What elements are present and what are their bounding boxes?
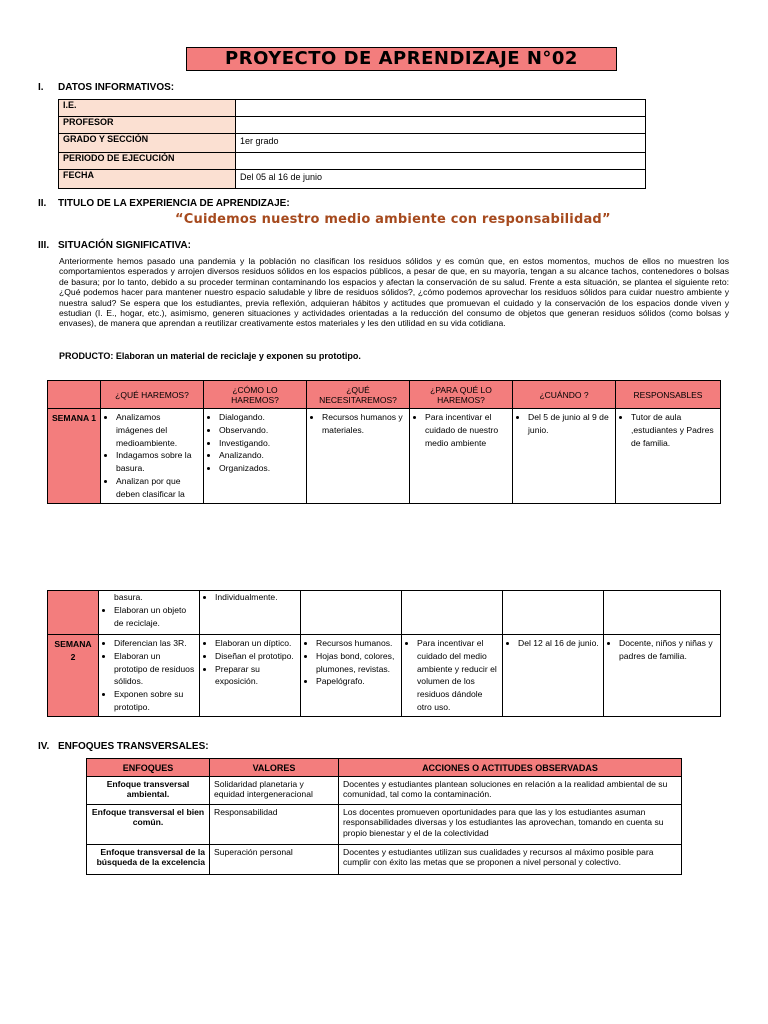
- list-item: • Recursos humanos.: [316, 637, 398, 650]
- valor-cell: Solidaridad planetaria y equidad intergeneracional: [210, 777, 339, 805]
- cell-como: [200, 591, 301, 635]
- plan-header-row: [48, 381, 721, 409]
- list-item: • Analizan por que deben clasificar la: [116, 475, 200, 501]
- plan-table-continued: [47, 590, 721, 717]
- experience-title: “Cuidemos nuestro medio ambiente con responsabilidad”: [175, 212, 611, 227]
- plan-header-para-que: ¿PARA QUÉ LO HAREMOS?: [410, 381, 513, 409]
- list-item: • Del 12 al 16 de junio.: [518, 637, 600, 650]
- info-label: FECHA: [59, 170, 236, 189]
- list-item: • Docente, niños y niñas y padres de familia.: [619, 637, 717, 663]
- plan-header-responsables: RESPONSABLES: [616, 381, 721, 409]
- product-statement: PRODUCTO: Elaboran un material de reciclaje y exponen su prototipo.: [59, 351, 361, 361]
- list-item: • Elaboran un objeto de reciclaje.: [114, 604, 196, 630]
- list-item: • Exponen sobre su prototipo.: [114, 688, 196, 714]
- cell-responsables: [604, 635, 721, 717]
- cell-responsables: [604, 591, 721, 635]
- section-number: I.: [38, 82, 44, 93]
- acciones-cell: Docentes y estudiantes plantean soluciones en relación a la realidad ambiental de su comunidad, tal como la contaminación.: [339, 777, 682, 805]
- plan-row-week1: [48, 409, 721, 504]
- cell-que: [99, 635, 200, 717]
- cell-que: [101, 409, 204, 504]
- situation-paragraph: Anteriormente hemos pasado una pandemia y la población no clasifican los residuos sólidos y es común que, en estos momentos, muchos de ellos no muestren los comportamientos esperados y arrojen diversos residuos sólidos en los espacios públicos, a pesar de que, en su mayoría, tengan a su alcance tachos, contenedores o bolsas de basura; por lo tanto, debido a su proceder terminan contaminando los espacios y afectan la conservación de su salud. Frente a esta situación, se plantea el siguiente reto: ¿Qué podemos hacer para mantener nuestro espacio saludable y libre de residuos sólidos?, ¿cómo podemos aprovechar los residuos sólidos para cuidar nuestro ambiente y nuestra salud? Se espera que los estudiantes, previa reflexión, adquieran hábitos y actitudes que promuevan el cuidado y la conservación de los espacios donde viven y estudian (I. E., hogar, etc.), asimismo, generen situaciones y actividades orientadas a la reducción del consumo de objetos que generan residuos sólidos (como bolsas y envases), de manera que aprendan a reutilizar creativamente estos materiales y les den utilidad en su vida cotidiana.: [59, 256, 729, 329]
- cell-responsables: [616, 409, 721, 504]
- list-item: • Individualmente.: [215, 591, 297, 604]
- list-item: • Recursos humanos y materiales.: [322, 411, 406, 437]
- enfoques-header-enfoques: ENFOQUES: [87, 759, 210, 777]
- cell-para-que: [402, 635, 503, 717]
- list-item: • Dialogando.: [219, 411, 303, 424]
- info-value: [236, 100, 646, 117]
- cell-cuando: [503, 591, 604, 635]
- info-row-fecha: [59, 170, 646, 189]
- list-item: • Tutor de aula ,estudiantes y Padres de familia.: [631, 411, 717, 449]
- plan-header-cuando: ¿CUÁNDO ?: [513, 381, 616, 409]
- cell-cuando: [513, 409, 616, 504]
- section-number: IV.: [38, 741, 50, 752]
- enfoques-header-valores: VALORES: [210, 759, 339, 777]
- info-row-profesor: [59, 117, 646, 134]
- section-datos-informativos: [38, 82, 174, 93]
- info-value: 1er grado: [236, 134, 646, 153]
- info-label: PROFESOR: [59, 117, 236, 134]
- list-item: • Investigando.: [219, 437, 303, 450]
- week-label-cont: [48, 591, 99, 635]
- valor-cell: Responsabilidad: [210, 805, 339, 845]
- enfoques-header-row: [87, 759, 682, 777]
- cell-cuando: [503, 635, 604, 717]
- section-label: DATOS INFORMATIVOS:: [58, 82, 175, 93]
- plan-row-week2: [48, 635, 721, 717]
- section-label: TITULO DE LA EXPERIENCIA DE APRENDIZAJE:: [58, 198, 290, 209]
- document-title: PROYECTO DE APRENDIZAJE N°02: [186, 47, 617, 71]
- enfoque-cell: Enfoque transversal el bien común.: [87, 805, 210, 845]
- section-situacion: [38, 240, 191, 251]
- list-item: • Preparar su exposición.: [215, 663, 297, 689]
- plan-header-blank: [48, 381, 101, 409]
- info-value: [236, 117, 646, 134]
- list-item: • Papelógrafo.: [316, 675, 398, 688]
- info-row-grado: [59, 134, 646, 153]
- enfoque-cell: Enfoque transversal de la búsqueda de la excelencia: [87, 845, 210, 875]
- list-item: • Observando.: [219, 424, 303, 437]
- section-number: III.: [38, 240, 50, 251]
- section-titulo: [38, 198, 290, 209]
- cell-necesitaremos: [301, 635, 402, 717]
- section-number: II.: [38, 198, 47, 209]
- week-label: SEMANA 2: [48, 635, 99, 717]
- list-item-cont: basura.: [114, 592, 143, 602]
- list-item: • Elaboran un díptico.: [215, 637, 297, 650]
- plan-row-week1-cont: [48, 591, 721, 635]
- cell-necesitaremos: [307, 409, 410, 504]
- info-row-periodo: [59, 153, 646, 170]
- list-item: • Analizando.: [219, 449, 303, 462]
- enfoques-row: [87, 845, 682, 875]
- info-label: GRADO Y SECCIÓN: [59, 134, 236, 153]
- cell-como: [204, 409, 307, 504]
- section-enfoques: [38, 741, 209, 752]
- list-item: • Organizados.: [219, 462, 303, 475]
- section-label: SITUACIÓN SIGNIFICATIVA:: [58, 240, 191, 251]
- cell-para-que: [402, 591, 503, 635]
- enfoques-row: [87, 805, 682, 845]
- list-item: • Analizamos imágenes del medioambiente.: [116, 411, 200, 449]
- cell-como: [200, 635, 301, 717]
- list-item: • Para incentivar el cuidado de nuestro medio ambiente: [425, 411, 509, 449]
- list-item: • Del 5 de junio al 9 de junio.: [528, 411, 612, 437]
- enfoque-cell: Enfoque transversal ambiental.: [87, 777, 210, 805]
- list-item: • Hojas bond, colores, plumones, revistas.: [316, 650, 398, 676]
- acciones-cell: Los docentes promueven oportunidades para que las y los estudiantes asuman responsabilidades diversas y los estudiantes las aprovechan, tomando en cuenta su propio bienestar y el de la colectividad: [339, 805, 682, 845]
- info-row-ie: [59, 100, 646, 117]
- info-label: I.E.: [59, 100, 236, 117]
- enfoques-header-acciones: ACCIONES O ACTITUDES OBSERVADAS: [339, 759, 682, 777]
- plan-table: [47, 380, 721, 504]
- acciones-cell: Docentes y estudiantes utilizan sus cualidades y recursos al máximo posible para cumplir con éxito las metas que se proponen a nivel personal y colectivo.: [339, 845, 682, 875]
- cell-necesitaremos: [301, 591, 402, 635]
- plan-header-necesitaremos: ¿QUÉ NECESITAREMOS?: [307, 381, 410, 409]
- list-item: • Diferencian las 3R.: [114, 637, 196, 650]
- info-value: [236, 153, 646, 170]
- list-item: • Elaboran un prototipo de residuos sólidos.: [114, 650, 196, 688]
- section-label: ENFOQUES TRANSVERSALES:: [58, 741, 209, 752]
- list-item: • Diseñan el prototipo.: [215, 650, 297, 663]
- enfoques-row: [87, 777, 682, 805]
- valor-cell: Superación personal: [210, 845, 339, 875]
- plan-header-como: ¿CÓMO LO HAREMOS?: [204, 381, 307, 409]
- week-label: SEMANA 1: [48, 409, 101, 504]
- enfoques-table: [86, 758, 682, 875]
- cell-para-que: [410, 409, 513, 504]
- list-item: • Para incentivar el cuidado del medio ambiente y reducir el volumen de los residuos dándole otro uso.: [417, 637, 499, 714]
- plan-header-que: ¿QUÉ HAREMOS?: [101, 381, 204, 409]
- cell-que: [99, 591, 200, 635]
- info-table: [58, 99, 646, 189]
- info-label: PERIODO DE EJECUCIÓN: [59, 153, 236, 170]
- info-value: Del 05 al 16 de junio: [236, 170, 646, 189]
- list-item: • Indagamos sobre la basura.: [116, 449, 200, 475]
